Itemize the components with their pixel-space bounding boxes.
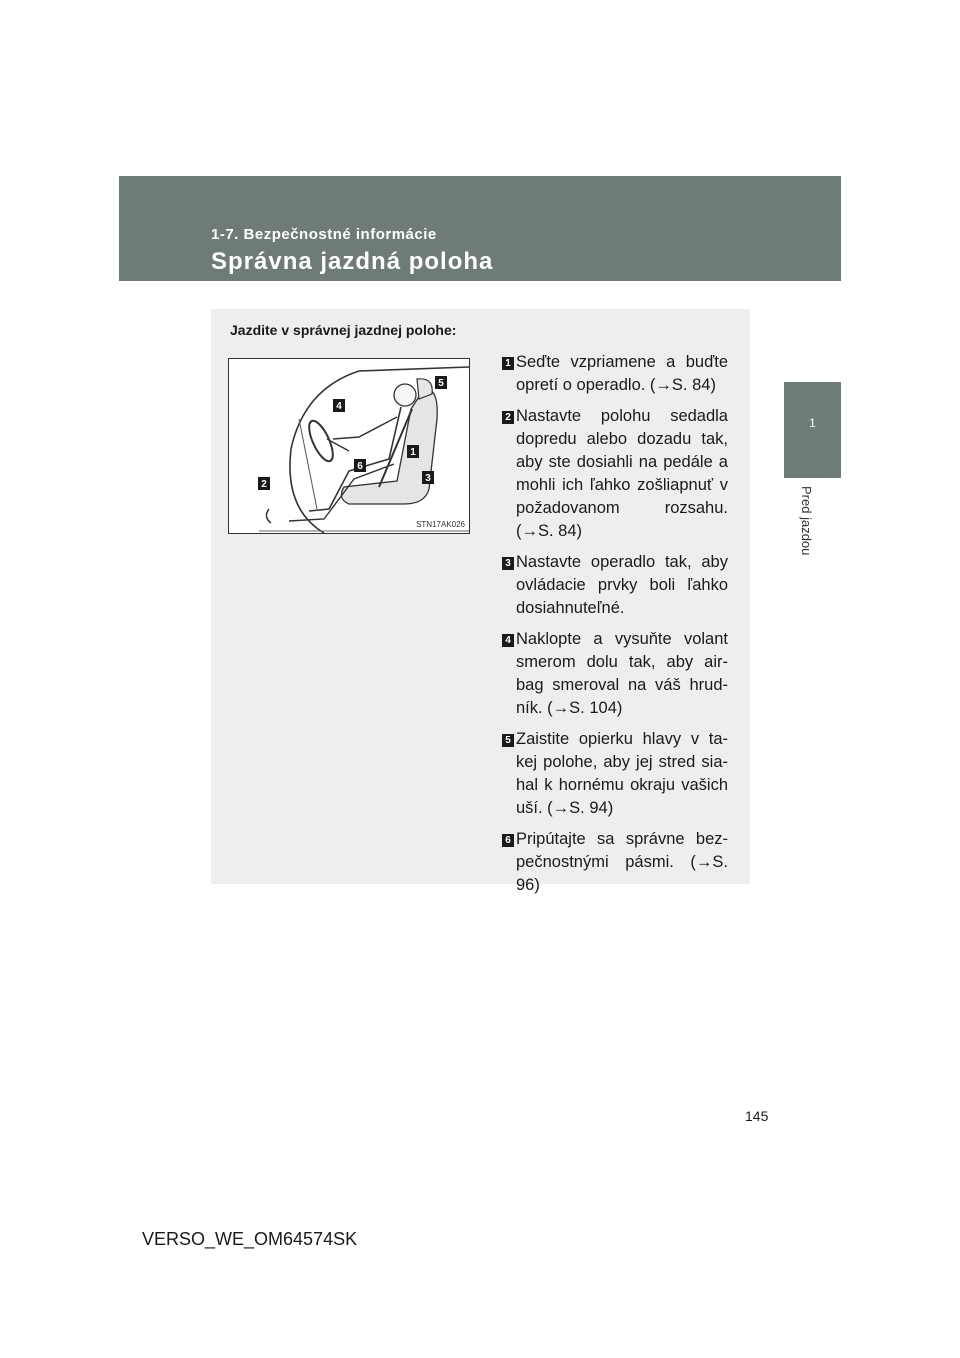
item-text: Seďte vzpriamene a buďte opretí o operadlo. (→S. 84) xyxy=(516,353,728,394)
list-item xyxy=(502,728,728,820)
page-title: Správna jazdná poloha xyxy=(211,248,494,275)
item-number-badge: 6 xyxy=(502,834,514,847)
callout-6: 6 xyxy=(357,461,363,472)
item-number-badge: 1 xyxy=(502,357,514,370)
item-text: Naklopte a vysuňte volant smerom dolu tak, aby air-bag smeroval na váš hrud-ník. (→S. 104) xyxy=(516,630,728,717)
chapter-number: 1 xyxy=(809,416,816,430)
list-item xyxy=(502,405,728,543)
callout-3: 3 xyxy=(425,473,431,484)
document-code: VERSO_WE_OM64574SK xyxy=(142,1229,358,1249)
callout-4: 4 xyxy=(336,401,342,412)
callout-2: 2 xyxy=(261,479,267,490)
item-text: Pripútajte sa správne bez-pečnostnými pásmi. (→S. 96) xyxy=(516,830,728,894)
list-item xyxy=(502,551,728,620)
item-text: Nastavte operadlo tak, aby ovládacie prvky boli ľahko dosiahnuteľné. xyxy=(516,553,728,617)
item-text: Nastavte polohu sedadla dopredu alebo dozadu tak, aby ste dosiahli na pedále a mohli ich ľahko zošliapnuť v požadovanom rozsahu. (→S. 84) xyxy=(516,407,728,540)
content-box xyxy=(211,309,750,894)
callout-5: 5 xyxy=(438,378,444,389)
chapter-tab xyxy=(784,382,841,478)
callout-1: 1 xyxy=(410,447,416,458)
section-label: 1-7. Bezpečnostné informácie xyxy=(211,226,437,243)
list-item xyxy=(502,351,728,397)
item-text: Zaistite opierku hlavy v ta-kej polohe, aby jej stred sia-hal k hornému okraju vašich uší. (→S. 94) xyxy=(516,730,728,817)
item-number-badge: 2 xyxy=(502,411,514,424)
chapter-label: Pred jazdou xyxy=(799,486,814,556)
list-item xyxy=(502,628,728,720)
item-number-badge: 3 xyxy=(502,557,514,570)
driver-seat-illustration xyxy=(229,359,469,533)
instruction-list xyxy=(502,351,728,905)
item-number-badge: 5 xyxy=(502,734,514,747)
figure-code: STN17AK026 xyxy=(416,520,465,529)
page-number: 145 xyxy=(745,1108,769,1124)
intro-text: Jazdite v správnej jazdnej polohe: xyxy=(230,322,457,338)
page-header xyxy=(119,176,841,281)
list-item xyxy=(502,828,728,897)
item-number-badge: 4 xyxy=(502,634,514,647)
driving-position-figure xyxy=(228,358,470,534)
